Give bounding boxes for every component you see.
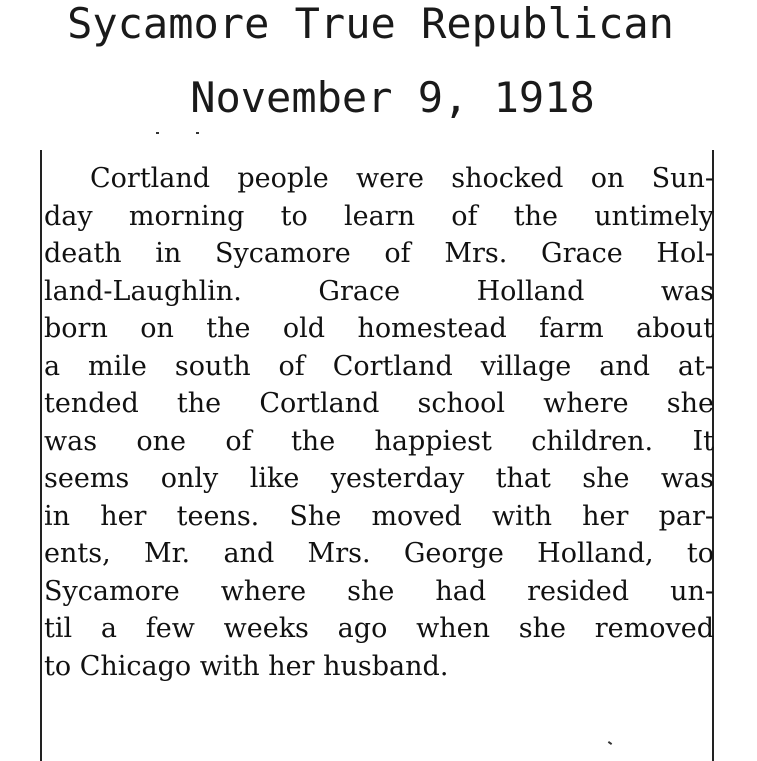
print-speck xyxy=(156,132,159,134)
column-rule-left xyxy=(40,150,42,761)
newspaper-clipping xyxy=(36,150,724,761)
article-line: was one of the happiest children. It xyxy=(44,425,714,457)
article-line: death in Sycamore of Mrs. Grace Hol- xyxy=(44,238,714,269)
publication-date: November 9, 1918 xyxy=(190,73,595,122)
article-line: day morning to learn of the untimely xyxy=(44,200,714,232)
article-line: seems only like yesterday that she was xyxy=(44,463,714,494)
article-line: Cortland people were shocked on Sun- xyxy=(90,163,714,194)
article-line: til a few weeks ago when she removed xyxy=(44,613,714,644)
print-speck xyxy=(608,741,612,745)
article-line: Sycamore where she had resided un- xyxy=(44,575,714,607)
article-line: ents, Mr. and Mrs. George Holland, to xyxy=(44,538,714,569)
publication-title: Sycamore True Republican xyxy=(67,0,674,48)
article-line: to Chicago with her husband. xyxy=(44,650,449,682)
article-body xyxy=(44,160,714,685)
print-speck xyxy=(196,132,199,134)
article-line: a mile south of Cortland village and at- xyxy=(44,350,714,382)
article-line: in her teens. She moved with her par- xyxy=(44,500,714,532)
article-line: land-Laughlin. Grace Holland was xyxy=(44,275,714,307)
article-line: born on the old homestead farm about xyxy=(44,313,714,344)
article-line: tended the Cortland school where she xyxy=(44,388,714,419)
